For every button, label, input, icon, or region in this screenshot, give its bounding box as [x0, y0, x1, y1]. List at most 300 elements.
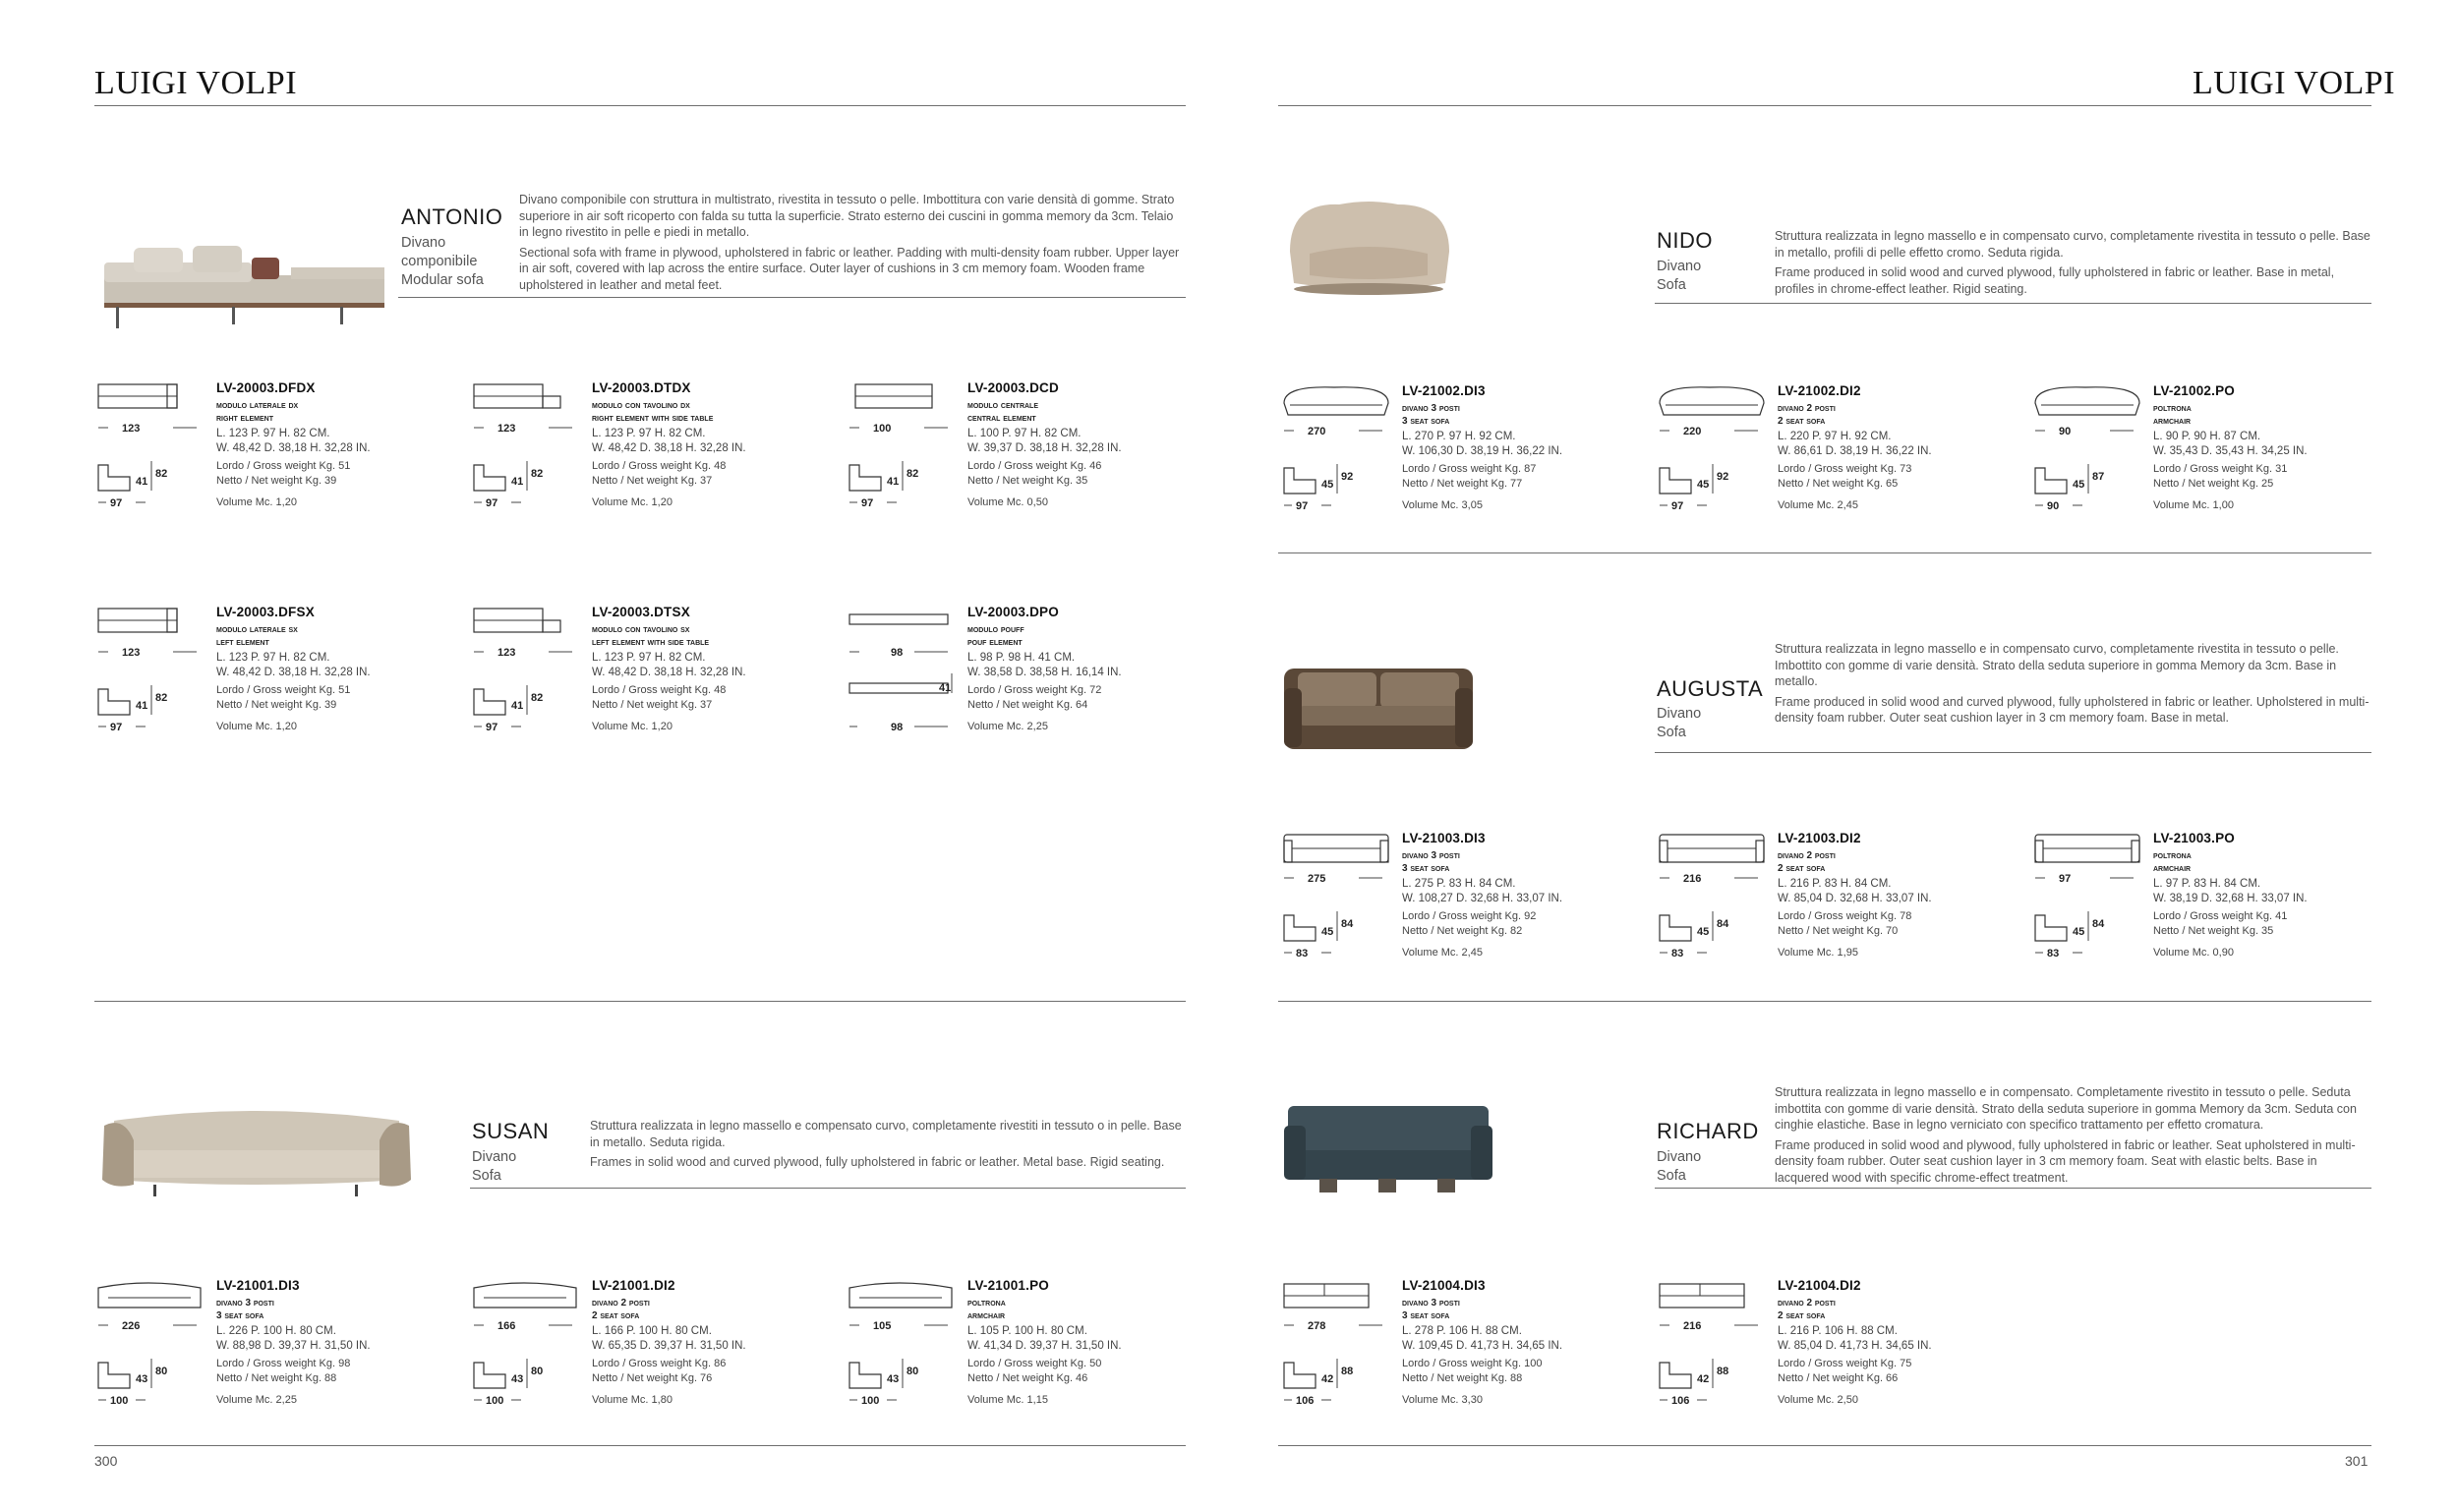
front-side-elevation-drawing: [846, 1278, 959, 1435]
height-dimension-line: [939, 673, 952, 694]
width-dimension-line: [2035, 426, 2134, 437]
product-name: divano 3 posti 3 seat sofa: [216, 1298, 274, 1321]
product-dimension-drawings: [1656, 831, 1769, 988]
product-dimension-drawings: [1280, 383, 1393, 541]
width-dimension-line: [849, 1320, 948, 1332]
dimensions: L. 270 P. 97 H. 92 CM. W. 106,30 D. 38,19 H. 36,22 IN.: [1402, 431, 1563, 457]
side-elevation: [98, 465, 130, 491]
seat-height-label: 43: [136, 1373, 148, 1385]
product-specs: [216, 605, 472, 732]
weights: Lordo / Gross weight Kg. 46 Netto / Net weight Kg. 35: [967, 460, 1102, 487]
depth-dimension-line: [1660, 948, 1707, 960]
product-name: modulo centrale central element: [967, 400, 1038, 424]
product-name: divano 2 posti 2 seat sofa: [1778, 850, 1836, 874]
product-subtitle-antonio: Divano componibile Modular sofa: [401, 235, 484, 288]
front-elevation: [1284, 835, 1388, 862]
product-code: LV-21003.DI3: [1402, 831, 1486, 845]
product-specs: [2153, 383, 2409, 511]
product-specs: [592, 605, 848, 732]
product-item-lv-20003-dfdx: [94, 380, 468, 538]
front-elevation: [98, 1283, 201, 1308]
header-rule-left: [94, 105, 1186, 106]
depth-label: 97: [110, 497, 123, 509]
product-item-lv-21004-di3: [1280, 1278, 1654, 1435]
depth-label: 106: [1671, 1395, 1690, 1407]
product-item-lv-21001-di3: [94, 1278, 468, 1435]
product-description-susan: Struttura realizzata in legno massello e compensato curvo, completamente rivestiti in tessuto o in pelle. Base in metallo. Seduta rigida. Frames in solid wood and curved plywood, fully upholstered in fabric or leather. Metal base. Rigid seating.: [590, 1119, 1182, 1169]
dimensions: L. 123 P. 97 H. 82 CM. W. 48,42 D. 38,18 H. 32,28 IN.: [216, 428, 371, 454]
weights: Lordo / Gross weight Kg. 41 Netto / Net weight Kg. 35: [2153, 910, 2288, 937]
height-dimension-line: [1697, 464, 1728, 494]
side-elevation: [1660, 1363, 1691, 1388]
divider-right-1: [1278, 552, 2371, 553]
depth-dimension-line: [1284, 948, 1331, 960]
product-item-lv-20003-dcd: [846, 380, 1219, 538]
footer-rule-right: [1278, 1445, 2371, 1446]
height-label: 82: [907, 468, 919, 480]
product-dimension-drawings: [470, 605, 583, 762]
volume: Volume Mc. 1,15: [967, 1394, 1048, 1406]
height-dimension-line: [887, 1359, 918, 1388]
volume: Volume Mc. 1,20: [592, 721, 673, 732]
width-dimension-line: [474, 423, 572, 435]
weights: Lordo / Gross weight Kg. 100 Netto / Net weight Kg. 88: [1402, 1358, 1543, 1384]
product-specs: [1402, 831, 1658, 959]
depth-label: 97: [1671, 500, 1684, 512]
weights: Lordo / Gross weight Kg. 98 Netto / Net weight Kg. 88: [216, 1358, 351, 1384]
product-item-lv-20003-dfsx: [94, 605, 468, 762]
dimensions: L. 98 P. 98 H. 41 CM. W. 38,58 D. 38,58 H. 16,14 IN.: [967, 652, 1122, 678]
side-elevation: [1284, 1363, 1316, 1388]
height-label: 82: [531, 468, 544, 480]
seat-height-label: 42: [1321, 1373, 1334, 1385]
width-dimension-line: [474, 647, 572, 659]
product-specs: [967, 1278, 1223, 1406]
width-label: 220: [1683, 426, 1702, 437]
dimensions: L. 100 P. 97 H. 82 CM. W. 39,37 D. 38,18 H. 32,28 IN.: [967, 428, 1122, 454]
width-dimension-line: [1284, 873, 1382, 885]
height-dimension-line: [136, 461, 167, 491]
product-name: divano 3 posti 3 seat sofa: [1402, 850, 1460, 874]
divider-left-middle: [94, 1001, 1186, 1002]
height-label: 92: [1717, 471, 1729, 483]
height-dimension-line: [2073, 911, 2105, 941]
product-dimension-drawings: [846, 605, 959, 762]
depth-dimension-line: [1660, 1395, 1707, 1407]
footer-rule-left: [94, 1445, 1186, 1446]
depth-label: 83: [2047, 948, 2060, 960]
product-name: divano 2 posti 2 seat sofa: [1778, 1298, 1836, 1321]
product-name: poltrona armchair: [2153, 403, 2192, 427]
product-code: LV-20003.DFDX: [216, 380, 316, 395]
volume: Volume Mc. 0,90: [2153, 947, 2234, 959]
product-code: LV-21001.PO: [967, 1278, 1049, 1293]
volume: Volume Mc. 2,25: [967, 721, 1048, 732]
width-dimension-line: [98, 1320, 197, 1332]
side-elevation: [98, 689, 130, 715]
height-label: 84: [1717, 918, 1729, 930]
width-label: 98: [891, 647, 904, 659]
height-label: 84: [1341, 918, 1354, 930]
dimensions: L. 220 P. 97 H. 92 CM. W. 86,61 D. 38,19 H. 36,22 IN.: [1778, 431, 1932, 457]
depth-dimension-line: [849, 722, 948, 733]
side-elevation: [849, 1363, 881, 1388]
height-label: 88: [1341, 1366, 1354, 1377]
depth-dimension-line: [849, 1395, 897, 1407]
depth-dimension-line: [98, 497, 146, 509]
product-code: LV-20003.DCD: [967, 380, 1059, 395]
seat-height-label: 43: [887, 1373, 900, 1385]
product-dimension-drawings: [2031, 831, 2144, 988]
dimensions: L. 278 P. 106 H. 88 CM. W. 109,45 D. 41,73 H. 34,65 IN.: [1402, 1325, 1563, 1352]
dimensions: L. 166 P. 100 H. 80 CM. W. 65,35 D. 39,37 H. 31,50 IN.: [592, 1325, 746, 1352]
weights: Lordo / Gross weight Kg. 86 Netto / Net weight Kg. 76: [592, 1358, 727, 1384]
product-description-nido: Struttura realizzata in legno massello e in compensato curvo, completamente rivestita in tessuto o pelle. Base in metallo, profili di pelle effetto cromo. Seduta rigida. Frame produced in solid wood and curved plywood, fully upholstered in fabric or leather. Base in metal, profiles in chrome-effect leather. Rigid seating.: [1775, 229, 2370, 296]
product-dimension-drawings: [2031, 383, 2144, 541]
front-side-elevation-drawing: [1280, 383, 1393, 541]
divider-right-2: [1278, 1001, 2371, 1002]
width-label: 226: [122, 1320, 141, 1332]
width-label: 166: [497, 1320, 516, 1332]
front-elevation: [98, 384, 177, 408]
product-dimension-drawings: [1280, 831, 1393, 988]
front-side-elevation-drawing: [1656, 831, 1769, 988]
product-name: modulo pouff pouf element: [967, 624, 1024, 648]
seat-height-label: 45: [1697, 926, 1710, 938]
seat-height-label: 41: [136, 700, 148, 712]
height-label: 84: [2092, 918, 2105, 930]
seat-height-label: 41: [511, 476, 524, 488]
height-dimension-line: [887, 461, 918, 491]
dimensions: L. 97 P. 83 H. 84 CM. W. 38,19 D. 32,68 H. 33,07 IN.: [2153, 878, 2308, 904]
product-description-antonio: Divano componibile con struttura in multistrato, rivestita in tessuto o pelle. Imbottitura con varie densità di gomme. Strato superiore in air soft ricoperto con falda su tutta la superficie. Strato esterno dei cuscini in gomma memory da 3cm. Telaio in legno rivestito in pelle e piedi in metallo. Sectional sofa with frame in plywood, upholstered in fabric or leather. Padding with multi-density foam rubber. Upper layer in air soft, covered with lap across the entire surface. Outer layer of cushions in 3 cm memory foam. Wooden frame upholstered in leather and metal feet.: [519, 193, 1180, 292]
product-name: modulo con tavolino dx right element with side table: [592, 400, 714, 424]
product-code: LV-21004.DI3: [1402, 1278, 1486, 1293]
front-side-elevation-drawing: [846, 380, 959, 538]
product-specs: [216, 1278, 472, 1406]
side-elevation: [1284, 915, 1316, 941]
product-subtitle-nido: Divano Sofa: [1657, 259, 1702, 293]
product-name: modulo laterale sx left element: [216, 624, 298, 648]
product-dimension-drawings: [846, 380, 959, 538]
front-elevation: [98, 609, 177, 632]
product-description-augusta: Struttura realizzata in legno massello e in compensato curvo, completamente rivestita in tessuto o pelle. Imbottito con gomme di varie densità. Strato della seduta superiore in gomma Memory da 3cm. Base in metallo. Frame produced in solid wood and curved plywood, fully upholstered in fabric or leather. Upholstered in multi-density foam rubber. Outer seat cushion layer in 3 cm memory foam. Base in metal.: [1775, 642, 2369, 725]
side-elevation: [849, 683, 948, 693]
seat-height-label: 43: [511, 1373, 524, 1385]
height-dimension-line: [1697, 1359, 1728, 1388]
front-elevation: [1660, 1284, 1744, 1308]
weights: Lordo / Gross weight Kg. 78 Netto / Net weight Kg. 70: [1778, 910, 1912, 937]
height-label: 80: [155, 1366, 168, 1377]
seat-height-label: 41: [511, 700, 524, 712]
width-label: 90: [2059, 426, 2072, 437]
product-title-augusta: AUGUSTA: [1657, 676, 1764, 701]
depth-label: 106: [1296, 1395, 1315, 1407]
product-name: divano 3 posti 3 seat sofa: [1402, 1298, 1460, 1321]
front-side-elevation-drawing: [1656, 383, 1769, 541]
seat-height-label: 45: [2073, 479, 2085, 491]
product-specs: [592, 1278, 848, 1406]
height-label: 92: [1341, 471, 1354, 483]
product-name: poltrona armchair: [2153, 850, 2192, 874]
product-item-lv-20003-dpo: [846, 605, 1219, 762]
width-label: 216: [1683, 1320, 1702, 1332]
product-dimension-drawings: [470, 380, 583, 538]
volume: Volume Mc. 0,50: [967, 496, 1048, 508]
product-item-lv-21001-po: [846, 1278, 1219, 1435]
side-elevation: [2035, 915, 2067, 941]
product-code: LV-21001.DI2: [592, 1278, 675, 1293]
volume: Volume Mc. 1,20: [216, 496, 297, 508]
front-side-elevation-drawing: [1280, 1278, 1393, 1435]
product-item-lv-20003-dtsx: [470, 605, 844, 762]
height-dimension-line: [511, 461, 543, 491]
width-dimension-line: [1660, 873, 1758, 885]
side-elevation: [474, 689, 505, 715]
side-elevation: [2035, 468, 2067, 494]
product-specs: [1778, 383, 2033, 511]
product-subtitle-augusta: Divano Sofa: [1657, 706, 1702, 740]
height-label: 82: [155, 692, 168, 704]
width-dimension-line: [1284, 1320, 1382, 1332]
depth-dimension-line: [2035, 948, 2082, 960]
height-label: 82: [155, 468, 168, 480]
depth-label: 100: [861, 1395, 880, 1407]
side-elevation: [474, 465, 505, 491]
depth-label: 100: [110, 1395, 129, 1407]
depth-dimension-line: [474, 722, 521, 733]
volume: Volume Mc. 1,00: [2153, 499, 2234, 511]
height-dimension-line: [511, 685, 543, 715]
depth-dimension-line: [1284, 500, 1331, 512]
page-number-right: 301: [2345, 1453, 2369, 1469]
height-dimension-line: [136, 1359, 167, 1388]
antonio-sofa-photo: [94, 208, 389, 336]
front-side-elevation-drawing: [470, 605, 583, 762]
susan-sofa-photo: [94, 1091, 419, 1209]
richard-sofa-photo: [1280, 1096, 1496, 1199]
product-subtitle-susan: Divano Sofa: [472, 1149, 517, 1184]
product-dimension-drawings: [1656, 383, 1769, 541]
dimensions: L. 275 P. 83 H. 84 CM. W. 108,27 D. 32,68 H. 33,07 IN.: [1402, 878, 1563, 904]
height-label: 41: [939, 682, 952, 694]
product-dimension-drawings: [1656, 1278, 1769, 1435]
width-label: 123: [497, 423, 516, 435]
product-name: poltrona armchair: [967, 1298, 1006, 1321]
front-side-elevation-drawing: [94, 1278, 207, 1435]
side-elevation: [849, 465, 881, 491]
front-elevation: [849, 614, 948, 624]
product-specs: [216, 380, 472, 508]
weights: Lordo / Gross weight Kg. 51 Netto / Net weight Kg. 39: [216, 684, 351, 711]
product-code: LV-21003.DI2: [1778, 831, 1861, 845]
seat-height-label: 41: [136, 476, 148, 488]
product-code: LV-21002.DI3: [1402, 383, 1486, 398]
dimensions: L. 123 P. 97 H. 82 CM. W. 48,42 D. 38,18 H. 32,28 IN.: [592, 652, 746, 678]
front-elevation: [849, 1283, 952, 1308]
nido-sofa-photo: [1280, 193, 1457, 301]
seat-height-label: 45: [2073, 926, 2085, 938]
side-elevation: [98, 1363, 130, 1388]
front-elevation: [474, 609, 560, 632]
height-label: 87: [2092, 471, 2105, 483]
width-dimension-line: [849, 647, 948, 659]
product-dimension-drawings: [470, 1278, 583, 1435]
dimensions: L. 226 P. 100 H. 80 CM. W. 88,98 D. 39,37 H. 31,50 IN.: [216, 1325, 371, 1352]
front-side-elevation-drawing: [2031, 831, 2144, 988]
volume: Volume Mc. 1,95: [1778, 947, 1858, 959]
height-dimension-line: [2073, 464, 2104, 494]
width-label: 97: [2059, 873, 2072, 885]
depth-dimension-line: [98, 1395, 146, 1407]
width-dimension-line: [1284, 426, 1382, 437]
depth-dimension-line: [849, 497, 897, 509]
height-dimension-line: [1321, 464, 1353, 494]
width-dimension-line: [1660, 1320, 1758, 1332]
front-side-elevation-drawing: [1656, 1278, 1769, 1435]
product-specs: [2153, 831, 2409, 959]
seat-height-label: 45: [1697, 479, 1710, 491]
section-rule-nido: [1655, 303, 2371, 304]
product-dimension-drawings: [846, 1278, 959, 1435]
product-item-lv-21001-di2: [470, 1278, 844, 1435]
section-rule-augusta: [1655, 752, 2371, 753]
section-rule-antonio: [398, 297, 1186, 298]
product-name: modulo con tavolino sx left element with side table: [592, 624, 710, 648]
product-code: LV-21002.PO: [2153, 383, 2235, 398]
page-number-left: 300: [94, 1453, 118, 1469]
volume: Volume Mc. 3,05: [1402, 499, 1483, 511]
product-title-antonio: ANTONIO: [401, 204, 503, 229]
side-elevation: [1284, 468, 1316, 494]
volume: Volume Mc. 2,45: [1402, 947, 1483, 959]
product-specs: [592, 380, 848, 508]
product-title-richard: RICHARD: [1657, 1119, 1759, 1143]
depth-label: 97: [486, 722, 498, 733]
front-elevation: [2035, 387, 2139, 415]
volume: Volume Mc. 2,25: [216, 1394, 297, 1406]
augusta-sofa-photo: [1280, 649, 1477, 757]
product-name: modulo laterale dx right element: [216, 400, 299, 424]
depth-label: 97: [110, 722, 123, 733]
front-side-elevation-drawing: [94, 605, 207, 762]
depth-dimension-line: [1660, 500, 1707, 512]
product-subtitle-richard: Divano Sofa: [1657, 1149, 1702, 1184]
section-rule-richard: [1655, 1188, 2371, 1189]
dimensions: L. 90 P. 90 H. 87 CM. W. 35,43 D. 35,43 H. 34,25 IN.: [2153, 431, 2308, 457]
seat-height-label: 42: [1697, 1373, 1710, 1385]
weights: Lordo / Gross weight Kg. 72 Netto / Net weight Kg. 64: [967, 684, 1102, 711]
section-rule-susan: [470, 1188, 1186, 1189]
width-dimension-line: [1660, 426, 1758, 437]
weights: Lordo / Gross weight Kg. 51 Netto / Net weight Kg. 39: [216, 460, 351, 487]
product-dimension-drawings: [94, 605, 207, 762]
width-dimension-line: [474, 1320, 572, 1332]
front-elevation: [474, 384, 560, 408]
volume: Volume Mc. 1,20: [592, 496, 673, 508]
product-code: LV-21003.PO: [2153, 831, 2235, 845]
depth-label: 97: [1296, 500, 1309, 512]
product-name: divano 2 posti 2 seat sofa: [1778, 403, 1836, 427]
front-elevation: [474, 1283, 576, 1308]
depth-dimension-line: [474, 497, 521, 509]
width-dimension-line: [849, 423, 948, 435]
height-dimension-line: [511, 1359, 543, 1388]
front-elevation: [1284, 387, 1388, 415]
product-item-lv-21003-di2: [1656, 831, 2029, 988]
height-label: 82: [531, 692, 544, 704]
product-item-lv-21002-di3: [1280, 383, 1654, 541]
seat-height-label: 45: [1321, 479, 1334, 491]
product-code: LV-20003.DFSX: [216, 605, 315, 619]
width-label: 123: [497, 647, 516, 659]
width-label: 100: [873, 423, 892, 435]
side-elevation: [474, 1363, 505, 1388]
width-dimension-line: [98, 423, 197, 435]
product-specs: [967, 380, 1223, 508]
product-dimension-drawings: [94, 1278, 207, 1435]
front-elevation: [855, 384, 932, 408]
depth-label: 97: [861, 497, 874, 509]
width-label: 123: [122, 647, 141, 659]
width-dimension-line: [98, 647, 197, 659]
weights: Lordo / Gross weight Kg. 48 Netto / Net weight Kg. 37: [592, 460, 727, 487]
width-label: 123: [122, 423, 141, 435]
header-rule-right: [1278, 105, 2371, 106]
seat-height-label: 41: [887, 476, 900, 488]
front-elevation: [1660, 387, 1764, 415]
depth-dimension-line: [2035, 500, 2082, 512]
product-code: LV-20003.DTDX: [592, 380, 691, 395]
product-specs: [1778, 1278, 2033, 1406]
height-label: 80: [531, 1366, 544, 1377]
front-elevation: [1284, 1284, 1369, 1308]
product-code: LV-20003.DPO: [967, 605, 1059, 619]
depth-dimension-line: [474, 1395, 521, 1407]
product-item-lv-21003-di3: [1280, 831, 1654, 988]
product-specs: [967, 605, 1223, 732]
brand-logo-left: LUIGI VOLPI: [94, 65, 298, 101]
product-item-lv-21003-po: [2031, 831, 2405, 988]
volume: Volume Mc. 3,30: [1402, 1394, 1483, 1406]
width-label: 278: [1308, 1320, 1326, 1332]
depth-label: 98: [891, 722, 904, 733]
volume: Volume Mc. 2,45: [1778, 499, 1858, 511]
product-specs: [1778, 831, 2033, 959]
product-code: LV-21001.DI3: [216, 1278, 300, 1293]
dimensions: L. 105 P. 100 H. 80 CM. W. 41,34 D. 39,37 H. 31,50 IN.: [967, 1325, 1122, 1352]
depth-label: 97: [486, 497, 498, 509]
product-code: LV-21002.DI2: [1778, 383, 1861, 398]
product-title-susan: SUSAN: [472, 1119, 550, 1143]
dimensions: L. 123 P. 97 H. 82 CM. W. 48,42 D. 38,18 H. 32,28 IN.: [216, 652, 371, 678]
weights: Lordo / Gross weight Kg. 87 Netto / Net weight Kg. 77: [1402, 463, 1537, 490]
width-label: 275: [1308, 873, 1326, 885]
height-dimension-line: [1321, 911, 1354, 941]
front-side-elevation-drawing: [470, 380, 583, 538]
weights: Lordo / Gross weight Kg. 73 Netto / Net weight Kg. 65: [1778, 463, 1912, 490]
product-specs: [1402, 383, 1658, 511]
product-item-lv-21004-di2: [1656, 1278, 2029, 1435]
depth-label: 83: [1296, 948, 1309, 960]
product-dimension-drawings: [94, 380, 207, 538]
product-code: LV-20003.DTSX: [592, 605, 690, 619]
weights: Lordo / Gross weight Kg. 48 Netto / Net weight Kg. 37: [592, 684, 727, 711]
height-label: 80: [907, 1366, 919, 1377]
height-dimension-line: [1321, 1359, 1353, 1388]
height-dimension-line: [1697, 911, 1729, 941]
depth-label: 100: [486, 1395, 504, 1407]
